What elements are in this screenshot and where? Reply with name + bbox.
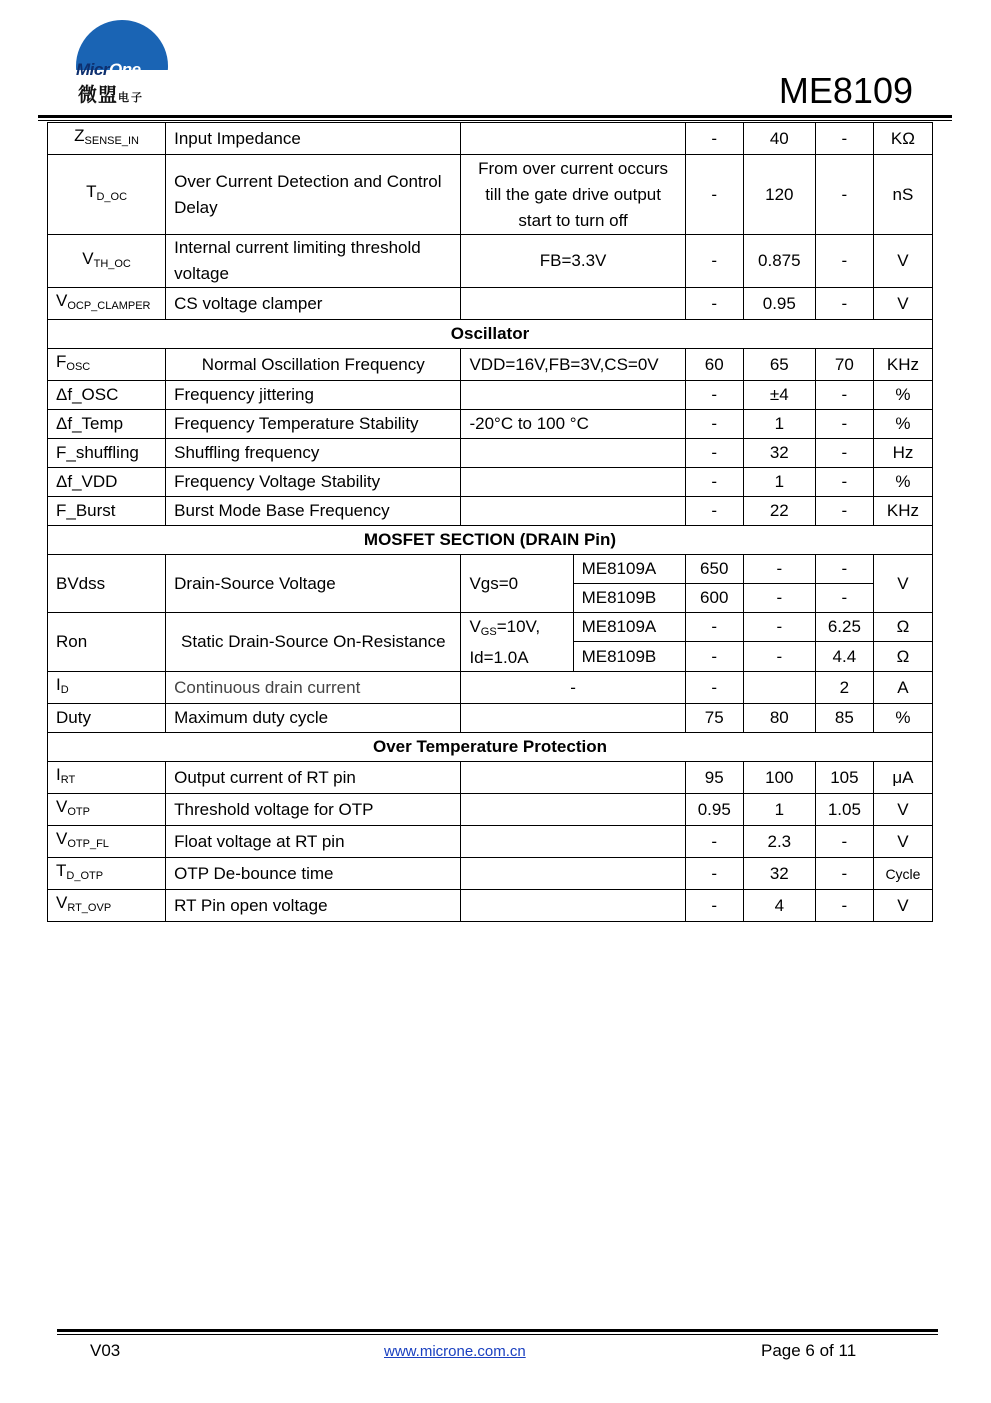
- max-cell: -: [815, 439, 873, 468]
- parameter-cell: Continuous drain current: [166, 672, 461, 704]
- min-cell: -: [685, 613, 743, 642]
- electrical-characteristics-table: [47, 122, 933, 922]
- part-cell: ME8109A: [573, 555, 685, 584]
- condition-cell: VDD=16V,FB=3V,CS=0V: [461, 349, 685, 381]
- table-row: [48, 858, 933, 890]
- min-cell: -: [685, 890, 743, 922]
- min-cell: -: [685, 123, 743, 155]
- parameter-cell: Static Drain-Source On-Resistance: [166, 613, 461, 672]
- unit-cell: V: [873, 794, 932, 826]
- unit-cell: nS: [873, 155, 932, 235]
- unit-cell: Ω: [873, 642, 932, 672]
- symbol-cell: $I_{RT}$: [48, 762, 166, 794]
- table-row: [48, 613, 933, 642]
- table-row: [48, 288, 933, 320]
- min-cell: 600: [685, 584, 743, 613]
- typ-cell: 32: [743, 439, 815, 468]
- footer-rule: [57, 1329, 938, 1332]
- typ-cell: -: [743, 613, 815, 642]
- table-row: [48, 890, 933, 922]
- symbol-cell: Δf_Temp: [48, 410, 166, 439]
- parameter-cell: Float voltage at RT pin: [166, 826, 461, 858]
- symbol-cell: $V_{OCP\_CLAMPER}$: [48, 288, 166, 320]
- min-cell: 650: [685, 555, 743, 584]
- part-cell: ME8109B: [573, 642, 685, 672]
- unit-cell: V: [873, 890, 932, 922]
- parameter-cell: Frequency Voltage Stability: [166, 468, 461, 497]
- symbol-cell: F_Burst: [48, 497, 166, 526]
- unit-cell: Ω: [873, 613, 932, 642]
- unit-cell: KHz: [873, 349, 932, 381]
- min-cell: -: [685, 288, 743, 320]
- condition-cell: [461, 794, 685, 826]
- typ-cell: -: [743, 555, 815, 584]
- max-cell: 1.05: [815, 794, 873, 826]
- min-cell: -: [685, 826, 743, 858]
- typ-cell: 100: [743, 762, 815, 794]
- typ-cell: 1: [743, 410, 815, 439]
- header-rule: [38, 115, 952, 118]
- symbol-cell: Δf_OSC: [48, 381, 166, 410]
- typ-cell: 1: [743, 794, 815, 826]
- table-row: [48, 468, 933, 497]
- max-cell: -: [815, 155, 873, 235]
- typ-cell: 1: [743, 468, 815, 497]
- min-cell: -: [685, 642, 743, 672]
- max-cell: 70: [815, 349, 873, 381]
- typ-cell: 32: [743, 858, 815, 890]
- table-row: [48, 497, 933, 526]
- parameter-cell: OTP De-bounce time: [166, 858, 461, 890]
- logo-chinese-name: 微盟电子: [78, 85, 145, 106]
- table-row: [48, 672, 933, 704]
- unit-cell: Hz: [873, 439, 932, 468]
- table-row: [48, 439, 933, 468]
- table-row: [48, 410, 933, 439]
- parameter-cell: CS voltage clamper: [166, 288, 461, 320]
- part-cell: ME8109B: [573, 584, 685, 613]
- condition-cell: [461, 704, 685, 733]
- max-cell: -: [815, 555, 873, 584]
- min-cell: 75: [685, 704, 743, 733]
- symbol-cell: F_shuffling: [48, 439, 166, 468]
- table-row: [48, 762, 933, 794]
- min-cell: 60: [685, 349, 743, 381]
- typ-cell: 4: [743, 890, 815, 922]
- max-cell: 2: [815, 672, 873, 704]
- footer-rule-thin: [57, 1334, 938, 1335]
- typ-cell: 0.95: [743, 288, 815, 320]
- typ-cell: 40: [743, 123, 815, 155]
- min-cell: 95: [685, 762, 743, 794]
- typ-cell: -: [743, 642, 815, 672]
- table-row: [48, 555, 933, 584]
- condition-cell: -20°C to 100 °C: [461, 410, 685, 439]
- logo-brand: MicrOne: [76, 60, 141, 79]
- max-cell: -: [815, 468, 873, 497]
- unit-cell: V: [873, 235, 932, 288]
- symbol-cell: $I_D$: [48, 672, 166, 704]
- parameter-cell: Internal current limiting threshold voltage: [166, 235, 461, 288]
- condition-cell: [461, 123, 685, 155]
- header-rule-thin: [38, 120, 952, 121]
- unit-cell: Cycle: [873, 858, 932, 890]
- unit-cell: μA: [873, 762, 932, 794]
- condition-cell: [461, 890, 685, 922]
- condition-cell: Vgs=0: [461, 555, 573, 613]
- max-cell: -: [815, 858, 873, 890]
- max-cell: 85: [815, 704, 873, 733]
- min-cell: -: [685, 672, 743, 704]
- typ-cell: 22: [743, 497, 815, 526]
- condition-cell: [461, 468, 685, 497]
- condition-cell: [461, 826, 685, 858]
- symbol-cell: $Z_{SENSE\_IN}$: [48, 123, 166, 155]
- table-row: [48, 123, 933, 155]
- condition-cell: $V_{GS}=10V$, Id=1.0A: [461, 613, 573, 672]
- footer-version: V03: [90, 1341, 121, 1360]
- symbol-cell: Δf_VDD: [48, 468, 166, 497]
- table-row: [48, 235, 933, 288]
- typ-cell: -: [743, 584, 815, 613]
- max-cell: 105: [815, 762, 873, 794]
- min-cell: -: [685, 439, 743, 468]
- symbol-cell: $V_{OTP}$: [48, 794, 166, 826]
- section-heading: Over Temperature Protection: [48, 733, 933, 762]
- max-cell: 6.25: [815, 613, 873, 642]
- symbol-cell: $V_{TH\_OC}$: [48, 235, 166, 288]
- max-cell: -: [815, 890, 873, 922]
- table-row: [48, 826, 933, 858]
- min-cell: -: [685, 235, 743, 288]
- min-cell: -: [685, 497, 743, 526]
- unit-cell: %: [873, 381, 932, 410]
- typ-cell: ±4: [743, 381, 815, 410]
- table-row: [48, 794, 933, 826]
- condition-cell: FB=3.3V: [461, 235, 685, 288]
- section-row-otp: [48, 733, 933, 762]
- max-cell: -: [815, 235, 873, 288]
- parameter-cell: Shuffling frequency: [166, 439, 461, 468]
- max-cell: -: [815, 123, 873, 155]
- typ-cell: 0.875: [743, 235, 815, 288]
- parameter-cell: Output current of RT pin: [166, 762, 461, 794]
- max-cell: -: [815, 381, 873, 410]
- document-title: ME8109: [778, 70, 913, 111]
- symbol-cell: BVdss: [48, 555, 166, 613]
- company-logo: [70, 18, 170, 108]
- max-cell: 4.4: [815, 642, 873, 672]
- table-row: [48, 381, 933, 410]
- typ-cell: 80: [743, 704, 815, 733]
- condition-cell: -: [461, 672, 685, 704]
- parameter-cell: Over Current Detection and Control Delay: [166, 155, 461, 235]
- typ-cell: 120: [743, 155, 815, 235]
- max-cell: -: [815, 410, 873, 439]
- symbol-cell: $T_{D\_OTP}$: [48, 858, 166, 890]
- part-cell: ME8109A: [573, 613, 685, 642]
- unit-cell: KHz: [873, 497, 932, 526]
- condition-cell: [461, 381, 685, 410]
- max-cell: -: [815, 288, 873, 320]
- section-row-oscillator: [48, 320, 933, 349]
- symbol-cell: $V_{RT\_OVP}$: [48, 890, 166, 922]
- condition-cell: [461, 497, 685, 526]
- unit-cell: %: [873, 468, 932, 497]
- unit-cell: V: [873, 826, 932, 858]
- footer-website-link[interactable]: www.microne.com.cn: [384, 1343, 526, 1360]
- section-row-mosfet: [48, 526, 933, 555]
- typ-cell: [743, 672, 815, 704]
- max-cell: -: [815, 584, 873, 613]
- parameter-cell: Normal Oscillation Frequency: [166, 349, 461, 381]
- min-cell: -: [685, 410, 743, 439]
- section-heading: Oscillator: [48, 320, 933, 349]
- unit-cell: V: [873, 555, 932, 613]
- parameter-cell: Frequency Temperature Stability: [166, 410, 461, 439]
- min-cell: -: [685, 381, 743, 410]
- footer-page-number: Page 6 of 11: [761, 1341, 857, 1360]
- table-row: [48, 155, 933, 235]
- typ-cell: 65: [743, 349, 815, 381]
- max-cell: -: [815, 826, 873, 858]
- condition-cell: [461, 439, 685, 468]
- unit-cell: A: [873, 672, 932, 704]
- parameter-cell: Burst Mode Base Frequency: [166, 497, 461, 526]
- typ-cell: 2.3: [743, 826, 815, 858]
- max-cell: -: [815, 497, 873, 526]
- min-cell: -: [685, 155, 743, 235]
- symbol-cell: Duty: [48, 704, 166, 733]
- symbol-cell: $V_{OTP\_FL}$: [48, 826, 166, 858]
- unit-cell: %: [873, 410, 932, 439]
- unit-cell: KΩ: [873, 123, 932, 155]
- min-cell: 0.95: [685, 794, 743, 826]
- symbol-cell: $F_{OSC}$: [48, 349, 166, 381]
- min-cell: -: [685, 468, 743, 497]
- unit-cell: %: [873, 704, 932, 733]
- parameter-cell: Input Impedance: [166, 123, 461, 155]
- parameter-cell: Drain-Source Voltage: [166, 555, 461, 613]
- condition-cell: [461, 288, 685, 320]
- condition-cell: [461, 762, 685, 794]
- section-heading: MOSFET SECTION (DRAIN Pin): [48, 526, 933, 555]
- symbol-cell: Ron: [48, 613, 166, 672]
- min-cell: -: [685, 858, 743, 890]
- parameter-cell: Frequency jittering: [166, 381, 461, 410]
- unit-cell: V: [873, 288, 932, 320]
- symbol-cell: $T_{D\_OC}$: [48, 155, 166, 235]
- condition-cell: [461, 858, 685, 890]
- parameter-cell: Threshold voltage for OTP: [166, 794, 461, 826]
- condition-cell: From over current occurs till the gate drive output start to turn off: [461, 155, 685, 235]
- table-row: [48, 704, 933, 733]
- parameter-cell: Maximum duty cycle: [166, 704, 461, 733]
- parameter-cell: RT Pin open voltage: [166, 890, 461, 922]
- table-row: [48, 349, 933, 381]
